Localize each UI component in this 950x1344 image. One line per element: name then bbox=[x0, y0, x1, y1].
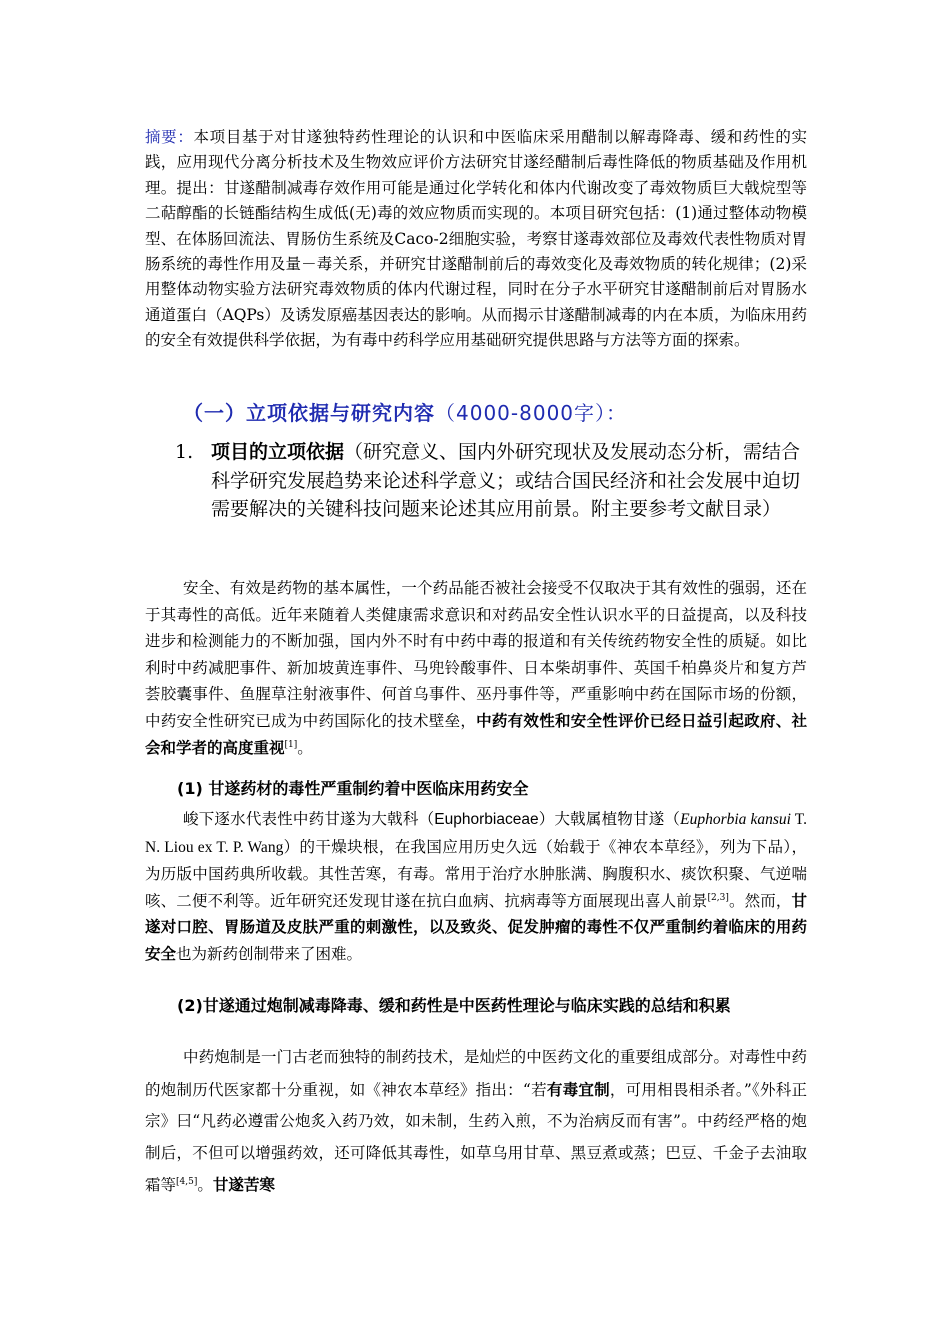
paragraph-text: ）的干燥块根，在我国应用历史久远（始载于《神农本草经》，列为下品），为历版中国药典所收载。其性苦寒，有毒。常用于治疗水肿胀满、胸腹积水、痰饮积聚、气逆喘咳、二便不利等。近年研究还发现甘遂在抗白血病、抗病毒等方面展现出喜人前景 bbox=[145, 837, 807, 910]
paragraph-gansui bbox=[145, 806, 807, 968]
subheading-1: (1) 甘遂药材的毒性严重制约着中医临床用药安全 bbox=[177, 779, 529, 798]
reference-mark: [2,3] bbox=[707, 892, 729, 903]
item-heading: 项目的立项依据 bbox=[211, 441, 345, 463]
latin-species-name: Euphorbia kansui bbox=[680, 811, 791, 828]
emphasis-text: 甘遂对口腔、胃肠道及皮肤严重的刺激性，以及致炎、促发肿瘤的毒性不仅严重制约着临床的用药安全 bbox=[145, 890, 807, 963]
paragraph-text: 峻下逐水代表性中药甘遂为大戟科（ bbox=[183, 810, 435, 828]
item-text bbox=[211, 438, 815, 524]
section-title-main: （一）立项依据与研究内容 bbox=[183, 401, 435, 425]
latin-author: T. N. Liou ex T. P. Wang bbox=[145, 811, 807, 856]
paragraph-text: 。然而， bbox=[728, 891, 792, 910]
paragraph-text: 中药炮制是一门古老而独特的制药技术，是灿烂的中医药文化的重要组成部分。对毒性中药的炮制历代医家都十分重视，如《神农本草经》指出：“若 bbox=[145, 1048, 807, 1099]
item-description: （研究意义、国内外研究现状及发展动态分析，需结合科学研究发展趋势来论述科学意义；或结合国民经济和社会发展中迫切需要解决的关键科技问题来论述其应用前景。附主要参考文献目录） bbox=[211, 441, 801, 520]
paragraph-processing bbox=[145, 1042, 807, 1202]
list-item-1 bbox=[175, 438, 815, 524]
section-title-wordcount: （4000-8000字）： bbox=[435, 401, 628, 425]
paragraph-text: 安全、有效是药物的基本属性，一个药品能否被社会接受不仅取决于其有效性的强弱，还在于其毒性的高低。近年来随着人类健康需求意识和对药品安全性认识水平的日益提高，以及科技进步和检测能力的不断加强，国内外不时有中药中毒的报道和有关传统药物安全性的质疑。如比利时中药减肥事件、新加坡黄连事件、马兜铃酸事件、日本柴胡事件、英国千柏鼻炎片和复方芦荟胶囊事件、鱼腥草注射液事件、何首乌事件、巫丹事件等，严重影响中药在国际市场的份额，中药安全性研究已成为中药国际化的技术壁垒， bbox=[145, 579, 807, 730]
paragraph-safety bbox=[145, 575, 807, 761]
reference-mark: [4,5] bbox=[176, 1176, 198, 1187]
emphasis-text: 中药有效性和安全性评价已经日益引起政府、社会和学者的高度重视 bbox=[145, 710, 807, 757]
paragraph-text: ，可用相畏相杀者。”《外科正宗》曰“凡药必遵雷公炮炙入药乃效，如未制，生药入煎，不为治病反而有害”。中药经严格的炮制后，不但可以增强药效，还可降低其毒性，如草乌用甘草、黑豆煮或蒸；巴豆、千金子去油取霜等 bbox=[145, 1080, 807, 1194]
abstract bbox=[145, 125, 807, 354]
paragraph-text: 也为新药创制带来了困难。 bbox=[176, 944, 363, 963]
paragraph-text: 。 bbox=[197, 1176, 213, 1194]
paragraph-end: 。 bbox=[297, 738, 313, 757]
abstract-label: 摘要： bbox=[145, 128, 194, 146]
reference-mark: [1] bbox=[284, 739, 298, 750]
emphasis-text: 甘遂苦寒 bbox=[212, 1175, 275, 1194]
subheading-2: (2)甘遂通过炮制减毒降毒、缓和药性是中医药性理论与临床实践的总结和积累 bbox=[177, 996, 731, 1015]
abstract-text: 本项目基于对甘遂独特药性理论的认识和中医临床采用醋制以解毒降毒、缓和药性的实践，应用现代分离分析技术及生物效应评价方法研究甘遂经醋制后毒性降低的物质基础及作用机理。提出：甘遂醋制减毒存效作用可能是通过化学转化和体内代谢改变了毒效物质巨大戟烷型等二萜醇酯的长链酯结构生成低(无)毒的效应物质而实现的。本项目研究包括：(1)通过整体动物模型、在体肠回流法、胃肠仿生系统及Caco-2细胞实验，考察甘遂毒效部位及毒效代表性物质对胃肠系统的毒性作用及量－毒关系，并研究甘遂醋制前后的毒效变化及毒效物质的转化规律；(2)采用整体动物实验方法研究毒效物质的体内代谢过程，同时在分子水平研究甘遂醋制前后对胃肠水通道蛋白（AQPs）及诱发原癌基因表达的影响。从而揭示甘遂醋制减毒的内在本质，为临床用药的安全有效提供科学依据，为有毒中药科学应用基础研究提供思路与方法等方面的探索。 bbox=[145, 128, 807, 350]
paragraph-text: ）大戟属植物甘遂（ bbox=[538, 810, 681, 828]
section-title bbox=[183, 397, 627, 426]
latin-family-name: Euphorbiaceae bbox=[434, 811, 539, 828]
emphasis-text: 有毒宜制 bbox=[546, 1079, 610, 1099]
item-number: 1. bbox=[175, 441, 194, 463]
